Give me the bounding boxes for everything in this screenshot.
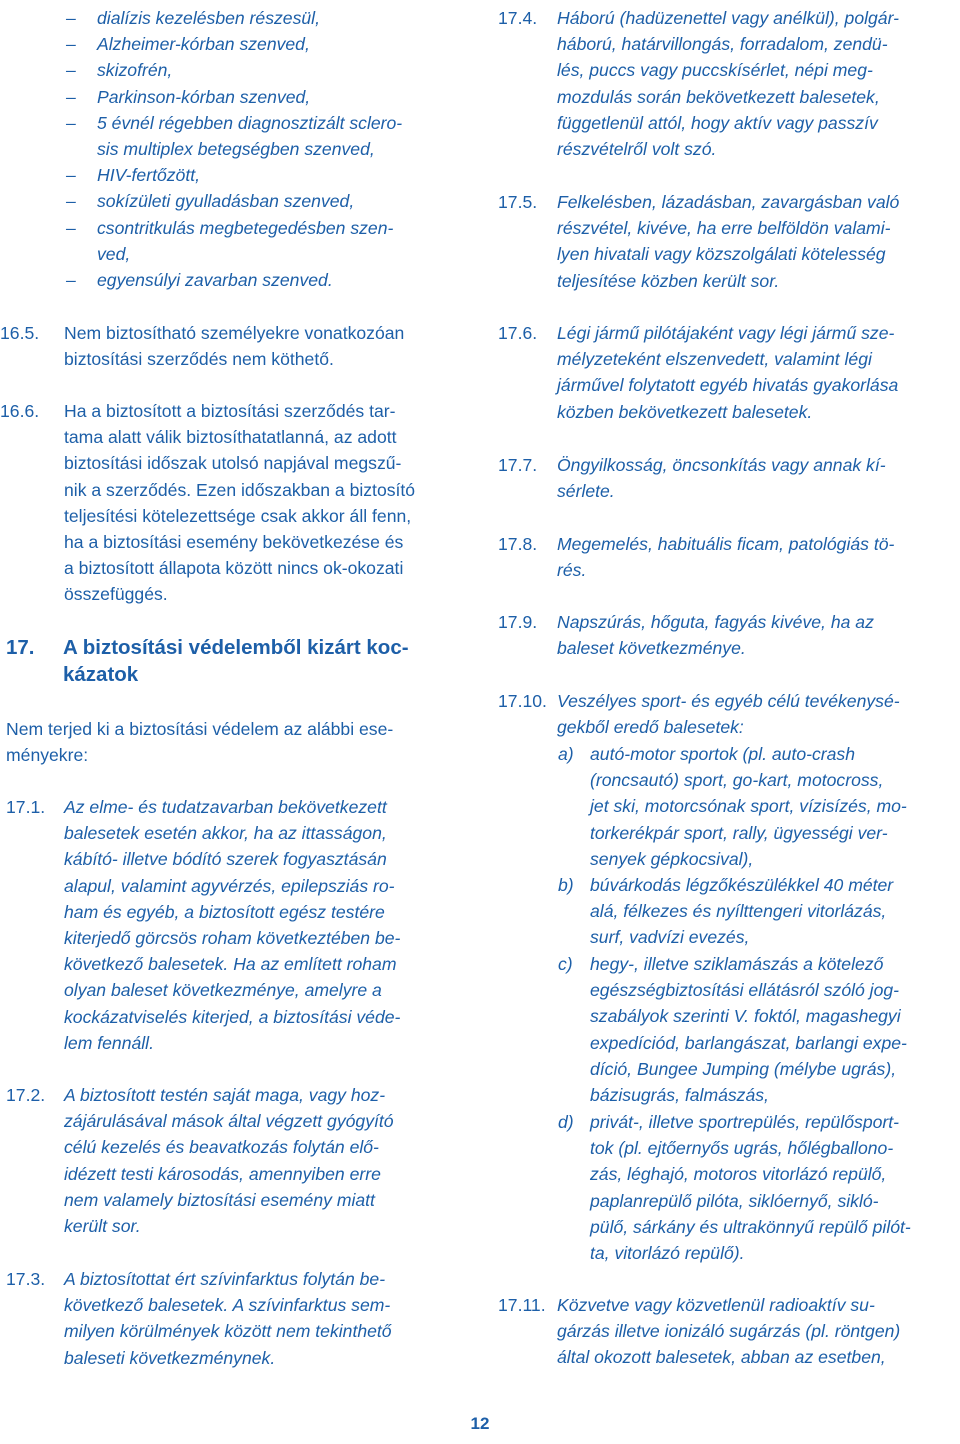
page-number: 12 — [470, 1414, 490, 1433]
clause-number: 16.6. — [0, 401, 40, 421]
item-17-4: 17.4. Háború (hadüzenettel vagy anélkül), polgár- háború, határvillongás, forradalom, zendü- lés, puccs vagy puccskísérlet, népi meg- mozdulás során bekövetkezett balesetek, függetlenül attól, hogy aktív vagy passzív részvételről volt szó. — [498, 5, 958, 162]
sub-item-d: d) privát-, illetve sportrepülés, repülősport- tok (pl. ejtőernyős ugrás, hőlégballono- zás, léghajó, motoros vitorlázó repülő, paplanrepülő pilóta, siklóernyő, sikló- pülő, sárkány és ultrakönnyű repülő pilót- ta, vitorlázó repülő). — [558, 1109, 958, 1266]
item-17-3: 17.3. A biztosítottat ért szívinfarktus folytán be- következő balesetek. A szívinfarktus sem- milyen körülmények között nem tekinthető baleseti következménynek. — [6, 1266, 476, 1371]
sub-item-label: d) — [558, 1112, 574, 1132]
item-17-7: 17.7. Öngyilkosság, öncsonkítás vagy annak kí- sérlete. — [498, 452, 958, 504]
list-item: – egyensúlyi zavarban szenved. — [66, 269, 333, 290]
list-item-continuation: ved, — [97, 243, 131, 264]
list-item: – Alzheimer-kórban szenved, — [66, 34, 310, 55]
list-item: – HIV-fertőzött, — [66, 165, 200, 186]
sub-item-a: a) autó-motor sportok (pl. auto-crash (roncsautó) sport, go-kart, motocross, jet ski, motorcsónak sport, vízisízés, mo- torkerékpár sport, rally, ügyességi ver- senyek gépkocsival), — [558, 741, 958, 872]
item-number: 17.8. — [498, 534, 538, 554]
item-number: 17.1. — [6, 797, 46, 817]
sub-item-c: c) hegy-, illetve sziklamászás a kötelező egészségbiztosítási ellátásról szóló jog- szabályok szerinti V. foktól, magashegyi expedíciód, barlangászat, barlangi expe- díció, Bungee Jumping (mélybe ugrás), bázisugrás, falmászás, — [558, 951, 958, 1108]
item-number: 17.11. — [498, 1295, 546, 1315]
item-17-1: 17.1. Az elme- és tudatzavarban bekövetkezett balesetek esetén akkor, ha az ittasságon, kábító- illetve bódító szerek fogyasztásán alapul, valamint agyvérzés, epilepsziás ro- ham és egyéb, a biztosított egész testére kiterjedő görcsös roham következtében be- következő balesetek. Ha az említett roham olyan baleset következménye, amelyre a kockázatviselés kiterjed, a biztosítási véde- lem fennáll. — [6, 794, 476, 1056]
list-item: – Parkinson-kórban szenved, — [66, 86, 311, 107]
item-17-8: 17.8. Megemelés, habituális ficam, patológiás tö- rés. — [498, 531, 958, 583]
section-heading — [6, 634, 35, 661]
sub-item-label: b) — [558, 875, 574, 895]
item-number: 17.6. — [498, 323, 538, 343]
list-item: – skizofrén, — [66, 60, 173, 81]
item-17-11: 17.11. Közvetve vagy közvetlenül radioaktív su- gárzás illetve ionizáló sugárzás (pl. röntgen) által okozott balesetek, abban az esetben, — [498, 1292, 958, 1371]
clause-number: 16.5. — [0, 323, 40, 343]
section-number: 17. — [6, 636, 35, 659]
item-17-9: 17.9. Napszúrás, hőguta, fagyás kivéve, ha az baleset következménye. — [498, 609, 958, 661]
list-item-continuation: sis multiplex betegségben szenved, — [97, 138, 375, 159]
list-item: – 5 évnél régebben diagnosztizált sclero- — [66, 112, 403, 133]
item-number: 17.7. — [498, 455, 538, 475]
item-number: 17.10. — [498, 691, 547, 711]
sub-item-label: a) — [558, 744, 574, 764]
list-item: – csontritkulás megbetegedésben szen- — [66, 217, 394, 238]
item-number: 17.2. — [6, 1085, 46, 1105]
clause-16-6: 16.6. Ha a biztosított a biztosítási szerződés tar- tama alatt válik biztosíthatatlanná, az adott biztosítási időszak utolsó napjával megszű- nik a szerződés. Ezen időszakban a biztosító teljesítési kötelezettsége csak akkor áll fenn, ha a biztosítási esemény bekövetkezése és a biztosított állapota között nincs ok-okozati összefüggés. — [0, 398, 480, 608]
section-title: A biztosítási védelemből kizárt koc- kázatok — [63, 636, 409, 686]
condition-dash-list — [0, 5, 480, 293]
item-17-2: 17.2. A biztosított testén saját maga, vagy hoz- zájárulásával mások által végzett gyógyító célú kezelés és beavatkozás folytán elő- idézett testi károsodás, amennyiben erre nem valamely biztosítási esemény miatt került sor. — [6, 1082, 476, 1239]
list-item: – dialízis kezelésben részesül, — [66, 8, 320, 28]
item-17-5: 17.5. Felkelésben, lázadásban, zavargásban való részvétel, kivéve, ha erre belföldön valami- lyen hivatali vagy közszolgálati kötelesség teljesítése közben került sor. — [498, 189, 958, 294]
item-17-6: 17.6. Légi jármű pilótájaként vagy légi jármű sze- mélyzeteként elszenvedett, valamint légi járművel folytatott egyéb hivatás gyakorlása közben bekövetkezett balesetek. — [498, 320, 958, 425]
clause-16-5: 16.5. Nem biztosítható személyekre vonatkozóan biztosítási szerződés nem köthető. — [0, 320, 480, 372]
list-item: – sokízületi gyulladásban szenved, — [66, 191, 355, 212]
item-number: 17.3. — [6, 1269, 46, 1289]
item-number: 17.4. — [498, 8, 538, 28]
sub-item-b: b) búvárkodás légzőkészülékkel 40 méter alá, félkezes és nyílttengeri vitorlázás, surf, vadvízi evezés, — [558, 872, 958, 951]
item-17-10: 17.10. Veszélyes sport- és egyéb célú tevékenysé- gekből eredő balesetek: — [498, 688, 958, 740]
sub-item-label: c) — [558, 954, 573, 974]
item-number: 17.9. — [498, 612, 538, 632]
section-intro: Nem terjed ki a biztosítási védelem az alábbi ese- ményekre: — [6, 719, 394, 766]
item-number: 17.5. — [498, 192, 538, 212]
